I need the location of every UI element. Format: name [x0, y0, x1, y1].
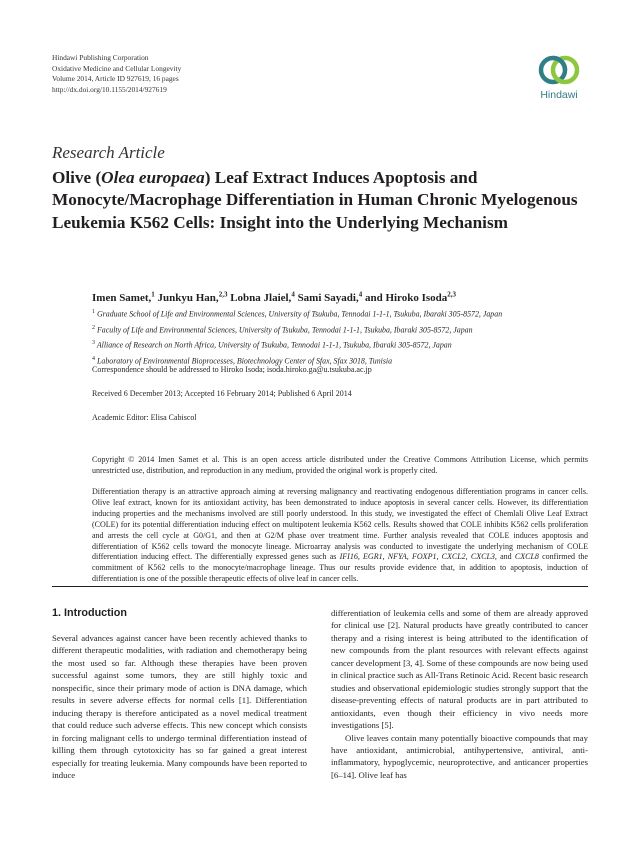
species-name: Olea europaea: [101, 168, 205, 187]
paper-title: Olive (Olea europaea) Leaf Extract Induces Apoptosis and Monocyte/Macrophage Differentiation in Human Chronic Myelogenous Leukemia K562 Cells: Insight into the Underlying Mechanism: [52, 168, 578, 232]
affiliations: [92, 306, 592, 368]
affiliation: $^4$ Laboratory of Environmental Bioprocesses, Biotechnology Center of Sfax, Sfax 3018, Tunisia: [92, 355, 393, 366]
paragraph: Several advances against cancer have been recently achieved thanks to different therapeutic modalities, with radiation and chemotherapy being the most used so far. Although these therapies have been proven successful against some tumors, they are still highly toxic and nonspecific, since their primary mode of action is DNA damage, which results in severe adverse effects for normal cells [1]. Differentiation inducing therapy is therefore anticipated as a novel medical treatment that could reduce such adverse effects. This new concept which consists in forcing malignant cells to undergo terminal differentiation instead of killing them through cytotoxicity has so far gained a great interest especially for treating leukemia. Many compounds have been reported to induce: [52, 633, 307, 780]
gene-list: IFI16, EGR1, NFYA, FOXP1, CXCL2, CXCL3,: [339, 552, 497, 562]
doi-link[interactable]: http://dx.doi.org/10.1155/2014/927619: [52, 84, 167, 94]
affiliation: $^1$ Graduate School of Life and Environmental Sciences, University of Tsukuba, Tennodai 1-1-1, Tsukuba, Ibaraki 305-8572, Japan: [92, 309, 503, 319]
logo-text: Hindawi: [540, 89, 578, 101]
author-list: [92, 290, 456, 304]
hindawi-logo: [531, 50, 587, 101]
abstract: Differentiation therapy is an attractive approach aiming at reversing malignancy and reactivating endogenous differentiation programs in cancer cells. Olive leaf extract, known for its antioxidant activity, has been demonstrated to induce apoptosis in several cancer cells. However, its differentiation inducing properties and the mechanisms involved are still poorly understood. In this study, we investigated the effect of Chemlali Olive Leaf Extract (COLE) for its potential differentiation inducing effect on multipotent leukemia K562 cells. Results showed that COLE inhibits K562 cells proliferation and arrests the cell cycle at G0/G1, and then at G2/M phase over treatment time. Further analysis revealed that COLE induces apoptosis and differentiation of K562 cells toward the monocyte lineage. Microarray analysis was conducted to investigate the underlying mechanism of COLE differentiation inducing effect. The differentially expressed genes such as IFI16, EGR1, NFYA, FOXP1, CXCL2, CXCL3, and CXCL8 confirmed the commitment of K562 cells to the monocyte/macrophage lineage. Thus our results provide evidence that, in addition to apoptosis, induction of differentiation is one of the possible therapeutic effects of olive leaf in cancer cells.: [92, 487, 588, 584]
correspondence: Correspondence should be addressed to Hiroko Isoda; isoda.hiroko.ga@u.tsukuba.ac.jp: [92, 365, 372, 374]
academic-editor: Academic Editor: Elisa Cabiscol: [92, 413, 197, 422]
hindawi-logo-icon: [536, 50, 582, 90]
author: Imen Samet,$^1$: [92, 290, 155, 304]
author: Lobna Jlaiel,$^4$: [230, 290, 295, 304]
right-column: [331, 607, 588, 781]
article-type: Research Article: [52, 143, 165, 162]
affiliation: $^3$ Alliance of Research on North Africa, University of Tsukuba, Tennodai 1-1-1, Tsukuba, Ibaraki 305-8572, Japan: [92, 340, 452, 350]
author: and Hiroko Isoda$^{2,3}$: [364, 290, 457, 304]
journal-line: Oxidative Medicine and Cellular Longevity: [52, 63, 182, 73]
gene-name: CXCL8: [514, 552, 539, 562]
volume-line: Volume 2014, Article ID 927619, 16 pages: [52, 74, 179, 84]
author: Junkyu Han,$^{2,3}$: [157, 290, 228, 304]
paragraph: Olive leaves contain many potentially bioactive compounds that may have antioxidant, antimicrobial, antihypertensive, antiviral, anti-inflammatory, hypoglycemic, neuroprotective, and anticancer properties [6–14]. Olive leaf has: [331, 732, 588, 780]
affiliation: $^2$ Faculty of Life and Environmental Sciences, University of Tsukuba, Tennodai 1-1-1, Tsukuba, Ibaraki 305-8572, Japan: [92, 324, 473, 335]
author: Sami Sayadi,$^4$: [297, 290, 363, 304]
publisher-line: Hindawi Publishing Corporation: [52, 53, 149, 62]
left-column: [52, 632, 307, 781]
section-heading: 1. Introduction: [52, 607, 127, 619]
copyright-notice: Copyright © 2014 Imen Samet et al. This is an open access article distributed under the Creative Commons Attribution License, which permits unrestricted use, distribution, and reproduction in any medium, provided the original work is properly cited.: [92, 455, 588, 475]
publisher-info: [52, 53, 181, 95]
article-dates: Received 6 December 2013; Accepted 16 February 2014; Published 6 April 2014: [92, 389, 352, 398]
paragraph: differentiation of leukemia cells and some of them are already approved for clinical use [2]. Natural products have greatly contributed to cancer therapy and a rising interest is being attributed to the identification of new compounds from the plant resources with relevant effects against cancer development [3, 4]. Some of these compounds are now being used in clinical practice such as All-Trans Retinoic Acid. Recent basic research studies and observational epidemiologic studies strongly support that the disease-preventing effects of natural products are in part attributed to antioxidants, even though their efficiency in vivo needs more investigations [5].: [331, 608, 588, 731]
divider: [52, 586, 588, 587]
